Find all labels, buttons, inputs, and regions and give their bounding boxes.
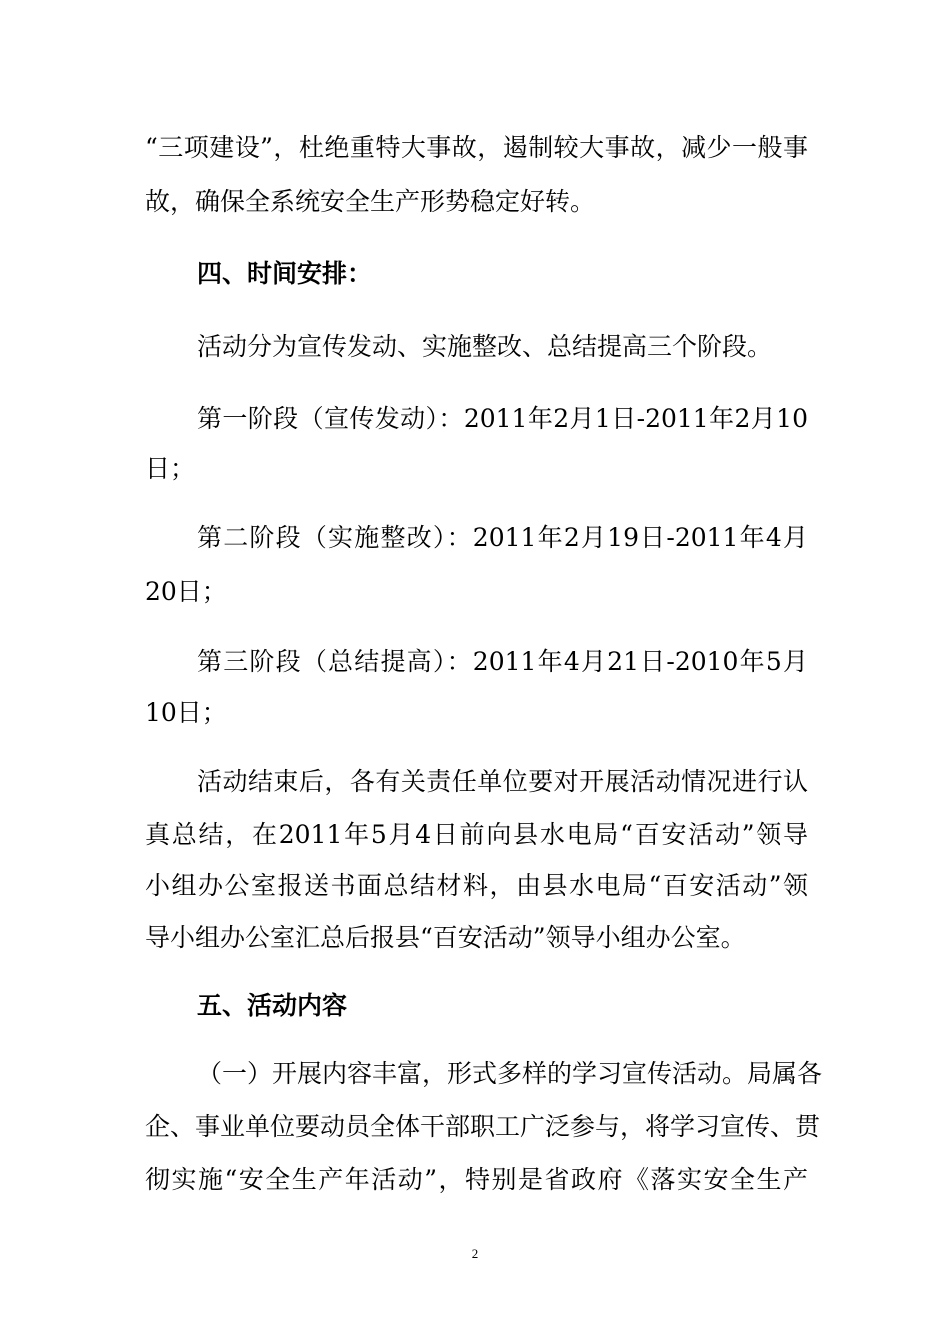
paragraph-line: 10日； — [145, 698, 227, 727]
paragraph-line: 活动分为宣传发动、实施整改、总结提高三个阶段。 — [197, 332, 773, 361]
section-heading-schedule: 四、时间安排： — [197, 259, 373, 288]
page-number: 2 — [471, 1246, 479, 1261]
paragraph-line: （一）开展内容丰富，形式多样的学习宣传活动。局属各 — [197, 1059, 823, 1088]
paragraph-line: 故，确保全系统安全生产形势稳定好转。 — [145, 187, 596, 216]
paragraph-line: 20日； — [145, 577, 227, 606]
paragraph-line: 小组办公室报送书面总结材料，由县水电局“百安活动”领 — [145, 871, 808, 900]
paragraph-line: 导小组办公室汇总后报县“百安活动”领导小组办公室。 — [145, 923, 746, 952]
paragraph-line: 活动结束后，各有关责任单位要对开展活动情况进行认 — [197, 767, 808, 796]
paragraph-line: 彻实施“安全生产年活动”，特别是省政府《落实安全生产 — [145, 1165, 808, 1194]
section-heading-content: 五、活动内容 — [197, 991, 348, 1020]
paragraph-line: “三项建设”，杜绝重特大事故，遏制较大事故，减少一般事 — [145, 133, 808, 162]
paragraph-line: 第一阶段（宣传发动）：2011年2月1日-2011年2月10 — [197, 404, 808, 433]
paragraph-line: 第二阶段（实施整改）：2011年2月19日-2011年4月 — [197, 523, 808, 552]
paragraph-line: 日； — [145, 454, 196, 483]
paragraph-line: 企、事业单位要动员全体干部职工广泛参与，将学习宣传、贯 — [145, 1112, 821, 1141]
paragraph-line: 第三阶段（总结提高）：2011年4月21日-2010年5月 — [197, 647, 808, 676]
paragraph-line: 真总结，在2011年5月4日前向县水电局“百安活动”领导 — [145, 820, 808, 849]
